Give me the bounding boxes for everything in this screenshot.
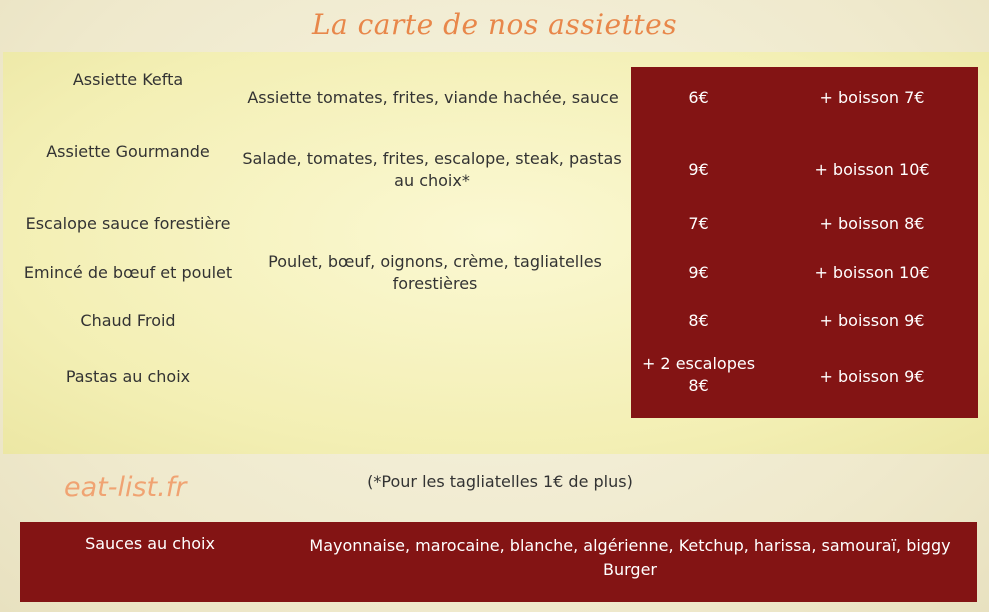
menu-item-name: Chaud Froid [80, 311, 176, 330]
menu-item-description: Assiette tomates, frites, viande hachée, sauce [247, 88, 619, 107]
menu-item-price: 9€ [688, 263, 709, 282]
menu-item-drink-price: + boisson 9€ [819, 367, 925, 386]
menu-item-drink-price: + boisson 10€ [814, 263, 930, 282]
menu-item-drink-price: + boisson 7€ [819, 88, 925, 107]
footnote: (*Pour les tagliatelles 1€ de plus) [367, 472, 633, 491]
menu-item-drink-price: + boisson 10€ [814, 160, 930, 179]
menu-item-price: 6€ [688, 88, 709, 107]
menu-item-price: + 2 escalopes 8€ [641, 354, 756, 395]
menu-item-name: Pastas au choix [65, 367, 191, 386]
menu-item-name: Emincé de bœuf et poulet [23, 263, 233, 282]
menu-item-price: 8€ [688, 311, 709, 330]
page-title: La carte de nos assiettes [311, 8, 678, 41]
menu-item-description: Poulet, bœuf, oignons, crème, tagliatelles forestières [268, 252, 602, 293]
sauces-label: Sauces au choix [85, 534, 215, 553]
menu-item-name: Assiette Kefta [72, 70, 184, 89]
menu-item-name: Assiette Gourmande [46, 142, 210, 161]
menu-item-name: Escalope sauce forestière [25, 214, 231, 233]
menu-item-drink-price: + boisson 8€ [819, 214, 925, 233]
menu-item-drink-price: + boisson 9€ [819, 311, 925, 330]
watermark: eat-list.fr [64, 472, 187, 503]
menu-item-description: Salade, tomates, frites, escalope, steak, pastas au choix* [242, 149, 622, 190]
menu-item-price: 9€ [688, 160, 709, 179]
sauces-list: Mayonnaise, marocaine, blanche, algérienne, Ketchup, harissa, samouraï, biggy Burger [309, 536, 951, 579]
menu-item-price: 7€ [688, 214, 709, 233]
